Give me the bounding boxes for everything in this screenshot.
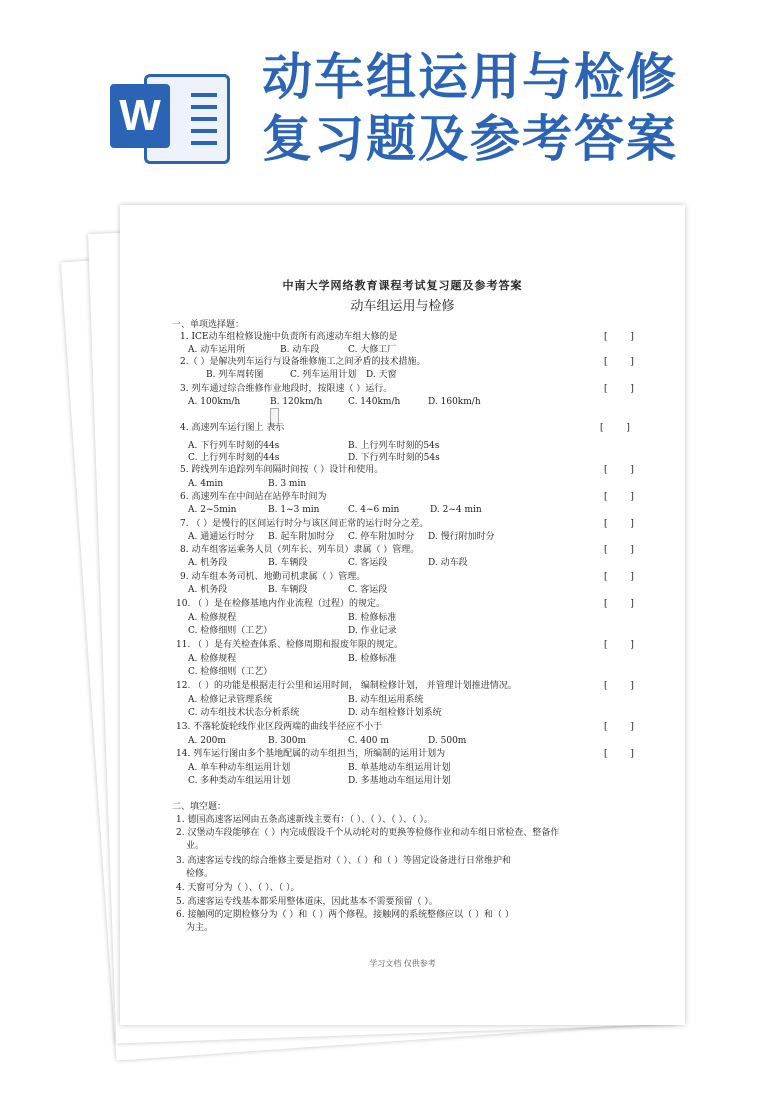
q10-option-d: D. 作业记录 [348,626,397,636]
q11-option-b: B. 检修标准 [348,654,397,664]
q1-option-c: C. 大修工厂 [348,345,397,355]
q3-option-d: D. 160km/h [428,397,481,407]
answer-bracket-7: [ ] [604,519,634,529]
question-6: 6. 高速列车在中间站在站停车时间为 [180,492,327,502]
q12-option-d: D. 动车组检修计划系统 [348,708,442,718]
q4-option-b: B. 上行列车时刻的54s [348,441,440,451]
fill-question-5: 5. 高速客运专线基本都采用整体道床，因此基本不需要预留（ ）。 [176,897,438,907]
word-logo-letter: W [110,84,170,148]
q11-option-a: A. 检修规程 [188,654,237,664]
fill-question-4: 4. 天窗可分为（ ）、（ ）、（ ）。 [176,883,300,893]
q13-option-d: D. 500m [428,736,467,746]
q14-option-b: B. 单基地动车组运用计划 [348,763,451,773]
section-title-fill: 二、填空题： [172,802,227,812]
document-header: 中南大学网络教育课程考试复习题及参考答案 [282,279,523,292]
q7-option-b: B. 起车附加时分 [268,532,335,542]
q7-option-a: A. 通通运行时分 [188,532,255,542]
q4-option-c: C. 上行列车时刻的44s [188,453,280,463]
document-subject: 动车组运用与检修 [350,299,455,314]
q10-option-b: B. 检修标准 [348,613,397,623]
question-10: 10. （ ）是在检修基地内作业流程（过程）的规定。 [176,599,386,609]
answer-bracket-2: [ ] [604,357,634,367]
q2-option-d: D. 天窗 [366,370,397,380]
q13-option-a: A. 200m [188,736,226,746]
answer-bracket-13: [ ] [604,722,634,732]
fill-question-2-cont: 业。 [186,841,205,851]
question-11: 11. （ ）是有关检查体系、检修周期和报废年限的规定。 [176,640,404,650]
q3-option-a: A. 100km/h [188,397,241,407]
q14-option-a: A. 单车种动车组运用计划 [188,763,291,773]
q6-option-d: D. 2~4 min [430,505,482,515]
fill-question-2: 2. 汉堡动车段能够在（ ）内完成假设千个从动轮对的更换等检修作业和动车组日常检查、整备作 [176,828,560,838]
q14-option-c: C. 多种类动车组运用计划 [188,776,291,786]
q13-option-c: C. 400 m [348,736,389,746]
fill-question-6: 6. 接触网的定期检修分为（ ）和（ ）两个修程。接触网的系统整修应以（ ）和（ ） [176,910,514,920]
question-5: 5. 跨线列车追踪列车间隔时间按（ ）设计和使用。 [180,465,384,475]
question-12: 12. （ ）的功能是根据走行公里和运用时间， 编制检修计划， 并管理计划推进情况。 [176,681,517,691]
answer-bracket-14: [ ] [604,749,634,759]
q13-option-b: B. 300m [268,736,307,746]
q5-option-b: B. 3 min [268,479,307,489]
question-2: 2.（ ）是解决列车运行与设备维修施工之间矛盾的技术措施。 [180,357,426,367]
question-8: 8. 动车组客运乘务人员（列车长、列车员）隶属（ ）管理。 [180,545,420,555]
q3-option-c: C. 140km/h [348,397,401,407]
banner-title [262,46,762,170]
fill-question-1: 1. 德国高速客运网由五条高速新线主要有：（ ）、（ ）、（ ）、（ ）。 [176,815,433,825]
banner-title-line2: 复习题及参考答案 [262,110,678,168]
page-footer: 学习文档 仅供参考 [369,959,436,968]
question-13: 13. 不落轮旋轮线作业区段两端的曲线半径应不小于 [176,722,383,732]
fill-question-6-cont: 为主。 [186,923,214,933]
q14-option-d: D. 多基地动车组运用计划 [348,776,451,786]
q8-option-a: A. 机务段 [188,558,228,568]
document-page [120,205,685,1025]
q1-option-a: A. 动车运用所 [188,345,246,355]
answer-bracket-8: [ ] [604,545,634,555]
q9-option-c: C. 客运段 [348,585,388,595]
answer-bracket-4: [ ] [600,423,630,433]
answer-bracket-12: [ ] [604,681,634,691]
q12-option-a: A. 检修记录管理系统 [188,695,273,705]
q4-option-d: D. 下行列车时刻的54s [348,453,440,463]
answer-bracket-6: [ ] [604,492,634,502]
q3-option-b: B. 120km/h [270,397,323,407]
q7-option-c: C. 停车附加时分 [348,532,415,542]
answer-bracket-10: [ ] [604,599,634,609]
question-1: 1. ICE动车组检修设施中负责所有高速动车组大修的是 [180,332,398,342]
question-3: 3. 列车通过综合维修作业地段时，按限速（ ）运行。 [180,384,393,394]
q10-option-c: C. 检修细则（工艺） [188,626,273,636]
q12-option-c: C. 动车组技术状态分析系统 [188,708,300,718]
answer-bracket-5: [ ] [604,465,634,475]
section-title-choice: 一、单项选择题： [172,320,245,330]
answer-bracket-3: [ ] [604,384,634,394]
q8-option-d: D. 动车段 [428,558,468,568]
fill-question-3-cont: 检修。 [186,869,214,879]
q11-option-c: C. 检修细则（工艺） [188,667,273,677]
answer-bracket-9: [ ] [604,572,634,582]
q5-option-a: A. 4min [188,479,224,489]
question-7: 7. （ ）是慢行的区间运行时分与该区间正常的运行时分之差。 [180,519,429,529]
q6-option-c: C. 4~6 min [348,505,400,515]
q2-option-c: C. 列车运用计划 [290,370,357,380]
word-document-icon [110,70,228,162]
q6-option-a: A. 2~5min [188,505,237,515]
banner-title-line1: 动车组运用与检修 [262,48,678,106]
question-14: 14. 列车运行图由多个基地配属的动车组担当，所编制的运用计划为 [176,749,446,759]
q6-option-b: B. 1~3 min [268,505,320,515]
q8-option-b: B. 车辆段 [268,558,308,568]
fill-question-3: 3. 高速客运专线的综合维修主要是指对（ ）、（ ）和（ ）等固定设备进行日常维护和 [176,856,512,866]
q9-option-b: B. 车辆段 [268,585,308,595]
q7-option-d: D. 慢行附加时分 [428,532,495,542]
q4-option-a: A. 下行列车时刻的44s [188,441,280,451]
q12-option-b: B. 动车组运用系统 [348,695,424,705]
q9-option-a: A. 机务段 [188,585,228,595]
question-4: 4. 高速列车运行图上 表示 [180,423,285,433]
q1-option-b: B. 动车段 [280,345,320,355]
q10-option-a: A. 检修规程 [188,613,237,623]
q2-option-b: B. 列车周转图 [206,370,264,380]
answer-bracket-1: [ ] [604,332,634,342]
question-9: 9. 动车组本务司机、地勤司机隶属（ ）管理。 [180,572,366,582]
q8-option-c: C. 客运段 [348,558,388,568]
answer-bracket-11: [ ] [604,640,634,650]
